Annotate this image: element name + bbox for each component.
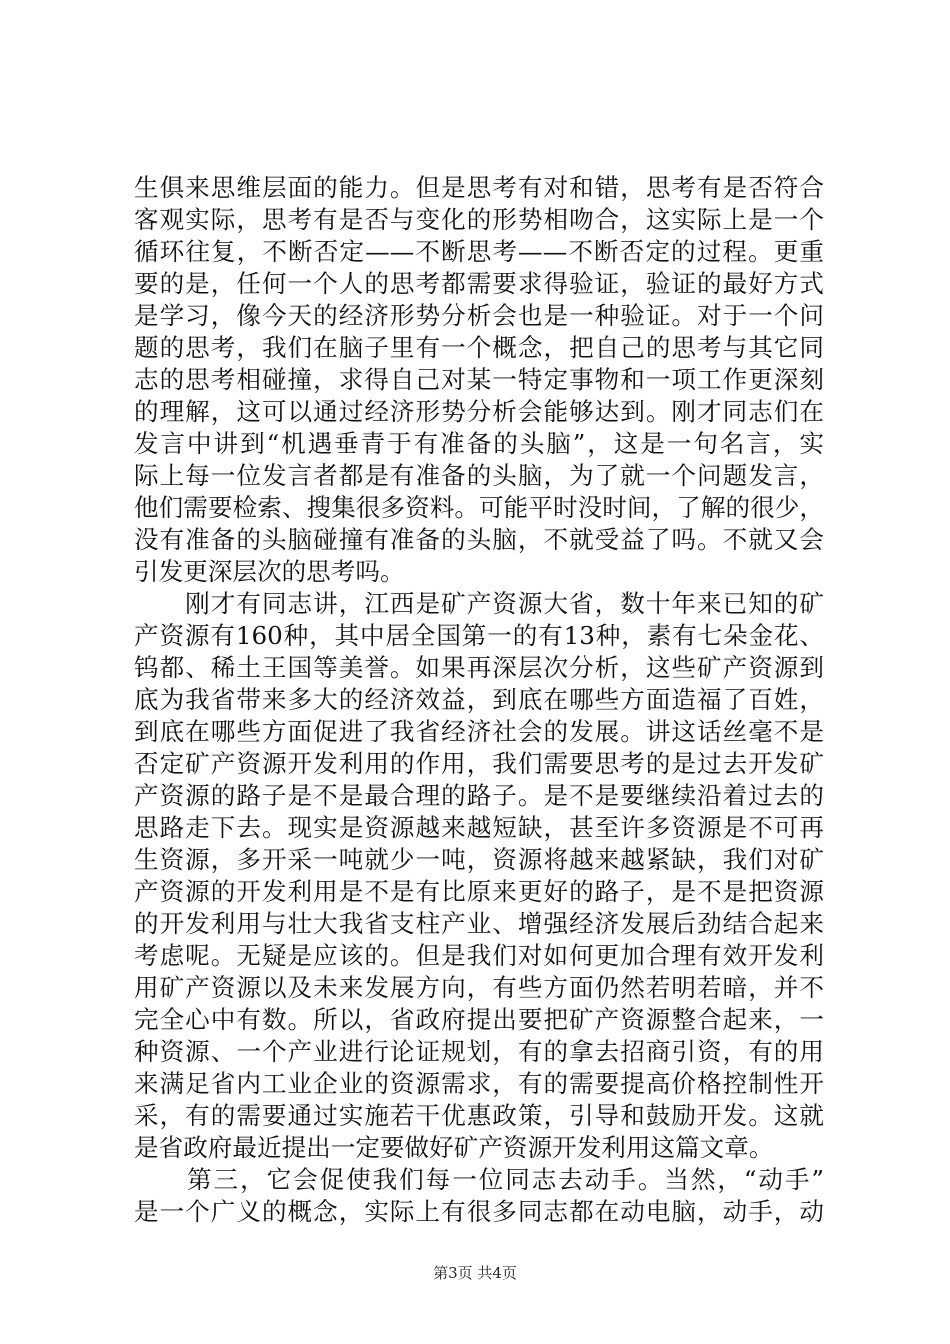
text-line: 刚才有同志讲，江西是矿产资源大省，数十年来已知的矿 xyxy=(134,589,824,618)
text-line: 际上每一位发言者都是有准备的头脑，为了就一个问题发言， xyxy=(134,461,824,490)
text-line: 是省政府最近提出一定要做好矿产资源开发利用这篇文章。 xyxy=(134,1133,774,1162)
text-line: 到底在哪些方面促进了我省经济社会的发展。讲这话丝毫不是 xyxy=(134,717,824,746)
text-line: 是一个广义的概念，实际上有很多同志都在动电脑，动手，动 xyxy=(134,1197,824,1226)
document-body xyxy=(134,172,824,1228)
text-line: 他们需要检索、搜集很多资料。可能平时没时间，了解的很少， xyxy=(134,493,824,522)
text-line: 第三，它会促使我们每一位同志去动手。当然，“动手” xyxy=(134,1165,824,1194)
text-line: 完全心中有数。所以，省政府提出要把矿产资源整合起来，一 xyxy=(134,1005,824,1034)
text-line: 产资源的开发利用是不是有比原来更好的路子，是不是把资源 xyxy=(134,877,824,906)
text-line: 的理解，这可以通过经济形势分析会能够达到。刚才同志们在 xyxy=(134,397,824,426)
paragraph xyxy=(134,172,824,588)
text-line: 种资源、一个产业进行论证规划，有的拿去招商引资，有的用 xyxy=(134,1037,824,1066)
text-line: 是学习，像今天的经济形势分析会也是一种验证。对于一个问 xyxy=(134,301,824,330)
text-line: 钨都、稀土王国等美誉。如果再深层次分析，这些矿产资源到 xyxy=(134,653,824,682)
text-line: 循环往复，不断否定——不断思考——不断否定的过程。更重 xyxy=(134,237,824,266)
text-line: 发言中讲到“机遇垂青于有准备的头脑”，这是一句名言，实 xyxy=(134,429,824,458)
text-line: 否定矿产资源开发利用的作用，我们需要思考的是过去开发矿 xyxy=(134,749,824,778)
text-line: 题的思考，我们在脑子里有一个概念，把自己的思考与其它同 xyxy=(134,333,824,362)
text-line: 用矿产资源以及未来发展方向，有些方面仍然若明若暗，并不 xyxy=(134,973,824,1002)
text-line: 志的思考相碰撞，求得自己对某一特定事物和一项工作更深刻 xyxy=(134,365,824,394)
text-line: 的开发利用与壮大我省支柱产业、增强经济发展后劲结合起来 xyxy=(134,909,824,938)
text-line: 生资源，多开采一吨就少一吨，资源将越来越紧缺，我们对矿 xyxy=(134,845,824,874)
text-line: 采，有的需要通过实施若干优惠政策，引导和鼓励开发。这就 xyxy=(134,1101,824,1130)
text-line: 要的是，任何一个人的思考都需要求得验证，验证的最好方式 xyxy=(134,269,824,298)
text-line: 没有准备的头脑碰撞有准备的头脑，不就受益了吗。不就又会 xyxy=(134,525,824,554)
text-line: 思路走下去。现实是资源越来越短缺，甚至许多资源是不可再 xyxy=(134,813,824,842)
text-line: 引发更深层次的思考吗。 xyxy=(134,557,405,586)
text-line: 底为我省带来多大的经济效益，到底在哪些方面造福了百姓， xyxy=(134,685,824,714)
text-line: 客观实际，思考有是否与变化的形势相吻合，这实际上是一个 xyxy=(134,205,824,234)
text-line: 产资源有160种，其中居全国第一的有13种，素有七朵金花、 xyxy=(134,621,824,650)
paragraph xyxy=(134,588,824,1164)
text-line: 考虑呢。无疑是应该的。但是我们对如何更加合理有效开发利 xyxy=(134,941,824,970)
text-line: 生俱来思维层面的能力。但是思考有对和错，思考有是否符合 xyxy=(134,173,824,202)
paragraph xyxy=(134,1164,824,1228)
text-line: 来满足省内工业企业的资源需求，有的需要提高价格控制性开 xyxy=(134,1069,824,1098)
text-line: 产资源的路子是不是最合理的路子。是不是要继续沿着过去的 xyxy=(134,781,824,810)
page-footer: 第3页 共4页 xyxy=(433,1264,517,1282)
